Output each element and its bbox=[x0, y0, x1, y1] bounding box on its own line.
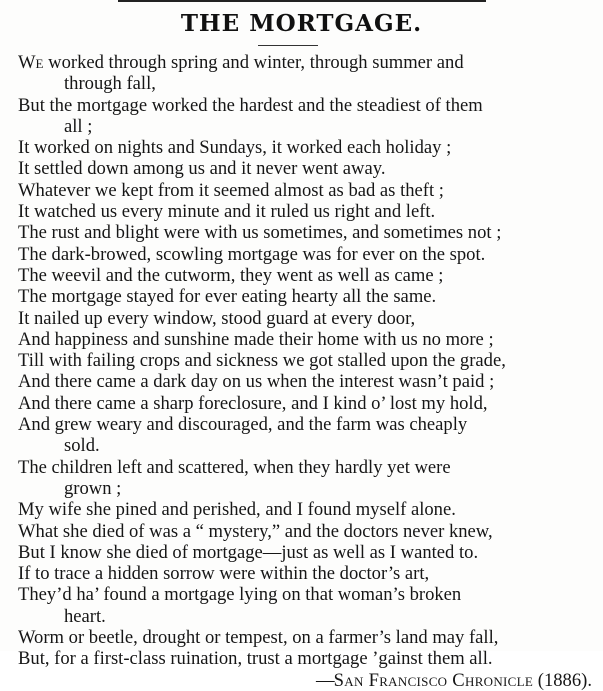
poem-line-continuation: grown ; bbox=[64, 477, 122, 499]
attribution bbox=[18, 670, 600, 691]
poem-first-line-text: worked through spring and winter, through summer and bbox=[43, 52, 464, 73]
poem-line-continuation: sold. bbox=[64, 435, 100, 457]
attribution-year: (1886). bbox=[533, 669, 592, 691]
poem-line: But I know she died of mortgage—just as well as I wanted to. bbox=[18, 541, 479, 563]
poem-line: Whatever we kept from it seemed almost as bad as theft ; bbox=[18, 179, 444, 201]
poem-line: But, for a first-class ruination, trust a mortgage ’gainst them all. bbox=[18, 648, 493, 670]
poem-line: The dark-browed, scowling mortgage was for ever on the spot. bbox=[18, 243, 486, 265]
poem-line-continuation: heart. bbox=[64, 605, 106, 627]
poem-line-continuation: through fall, bbox=[64, 73, 156, 95]
top-rule bbox=[118, 0, 486, 2]
poem-line: It worked on nights and Sundays, it worked each holiday ; bbox=[18, 137, 452, 159]
poem-line: Till with failing crops and sickness we got stalled upon the grade, bbox=[18, 350, 506, 372]
poem-line: They’d ha’ found a mortgage lying on that woman’s broken bbox=[18, 584, 462, 606]
poem-line: If to trace a hidden sorrow were within the doctor’s art, bbox=[18, 563, 430, 585]
poem-line bbox=[18, 52, 600, 73]
poem-line: The rust and blight were with us sometimes, and sometimes not ; bbox=[18, 222, 502, 244]
attribution-dash: — bbox=[316, 669, 334, 691]
poem-line: The mortgage stayed for ever eating hearty all the same. bbox=[18, 286, 437, 308]
title-divider bbox=[258, 45, 318, 46]
poem-body bbox=[18, 52, 600, 691]
poem-line: What she died of was a “ mystery,” and the doctors never knew, bbox=[18, 520, 493, 542]
poem-line: And happiness and sunshine made their home with us no more ; bbox=[18, 328, 494, 350]
poem-line: And grew weary and discouraged, and the farm was cheaply bbox=[18, 414, 468, 436]
poem-line: It watched us every minute and it ruled us right and left. bbox=[18, 201, 436, 223]
poem-line: The weevil and the cutworm, they went as well as came ; bbox=[18, 264, 444, 286]
poem-line: My wife she pined and perished, and I found myself alone. bbox=[18, 499, 456, 521]
poem-line: But the mortgage worked the hardest and the steadiest of them bbox=[18, 94, 483, 116]
poem-line: And there came a sharp foreclosure, and I kind o’ lost my hold, bbox=[18, 392, 488, 414]
poem-lines bbox=[18, 73, 600, 669]
poem-title: THE MORTGAGE. bbox=[180, 10, 423, 37]
attribution-source: San Francisco Chronicle bbox=[333, 669, 534, 691]
poem-first-word: We bbox=[18, 52, 44, 73]
poem-line: Worm or beetle, drought or tempest, on a farmer’s land may fall, bbox=[18, 627, 499, 649]
poem-line: It nailed up every window, stood guard at every door, bbox=[18, 307, 416, 329]
poem-line: The children left and scattered, when they hardly yet were bbox=[18, 456, 451, 478]
poem-line-continuation: all ; bbox=[64, 115, 93, 137]
poem-line: It settled down among us and it never went away. bbox=[18, 158, 386, 180]
poem-line: And there came a dark day on us when the interest wasn’t paid ; bbox=[18, 371, 495, 393]
